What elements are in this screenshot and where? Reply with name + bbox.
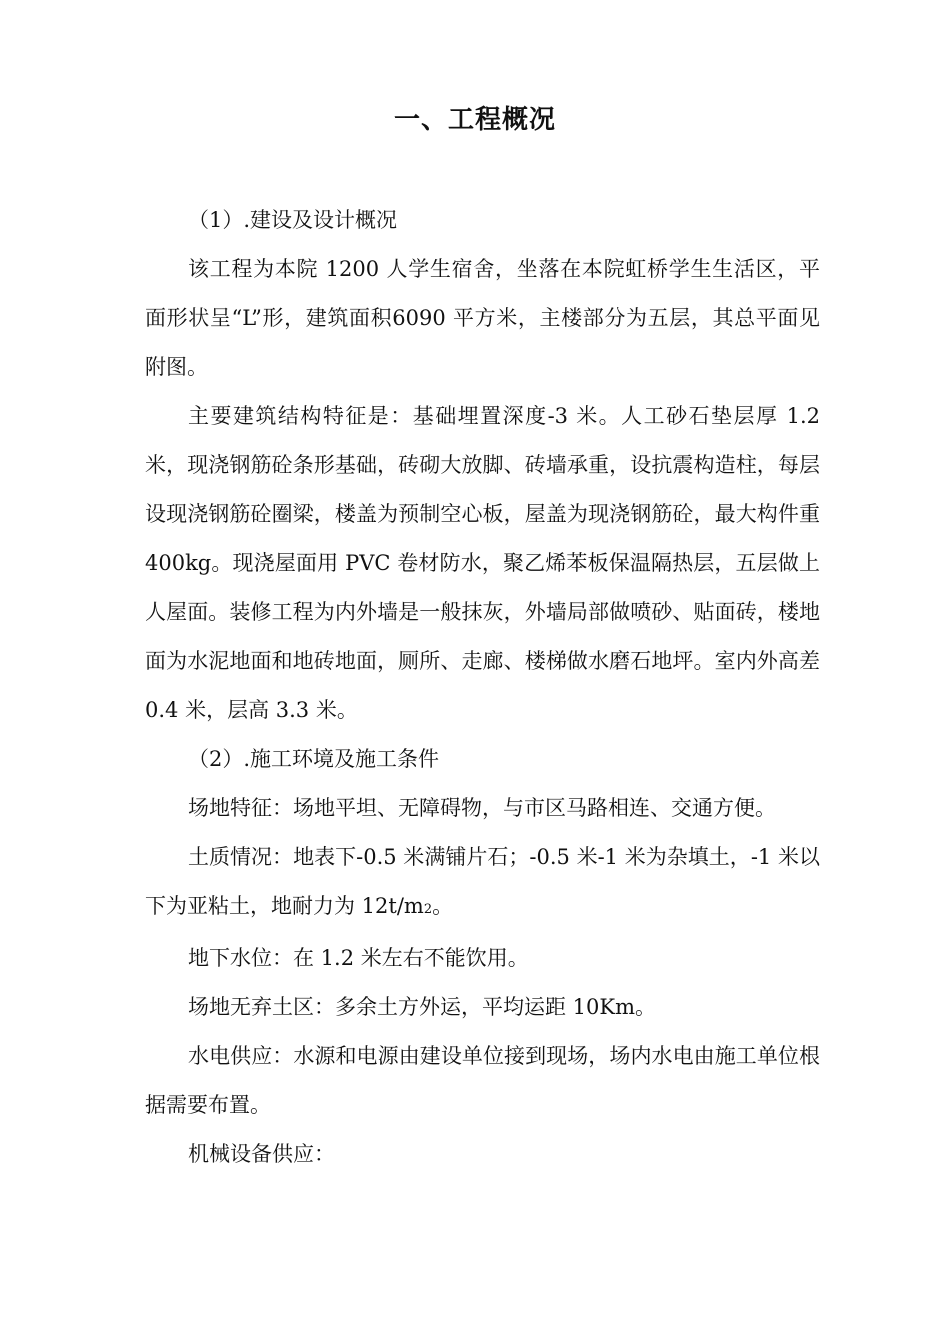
paragraph-spoil: 场地无弃土区：多余土方外运，平均运距 10Km。	[188, 995, 656, 1019]
soil-unit-subscript: 2	[423, 902, 433, 917]
section-heading-2: （2）.施工环境及施工条件	[188, 747, 440, 771]
paragraph-soil-tail: 。	[432, 894, 454, 918]
paragraph-overview: 该工程为本院 1200 人学生宿舍，坐落在本院虹桥学生生活区，平面形状呈“L”形，建筑面积6090 平方米，主楼部分为五层，其总平面见附图。	[145, 257, 820, 379]
paragraph-soil	[145, 833, 820, 934]
page-title: 一、工程概况	[393, 105, 556, 135]
paragraph-soil-text: 土质情况：地表下-0.5 米满铺片石；-0.5 米-1 米为杂填土，-1 米以下为亚粘土，地耐力为 12t/m	[145, 845, 820, 918]
paragraph-groundwater: 地下水位：在 1.2 米左右不能饮用。	[188, 946, 529, 970]
paragraph-equipment: 机械设备供应：	[188, 1142, 335, 1166]
paragraph-structure: 主要建筑结构特征是：基础埋置深度-3 米。人工砂石垫层厚 1.2 米，现浇钢筋砼条形基础，砖砌大放脚、砖墙承重，设抗震构造柱，每层设现浇钢筋砼圈梁，楼盖为预制空心板，屋盖为现浇钢筋砼，最大构件重 400kg。现浇屋面用 PVC 卷材防水，聚乙烯苯板保温隔热层，五层做上人屋面。装修工程为内外墙是一般抹灰，外墙局部做喷砂、贴面砖，楼地面为水泥地面和地砖地面，厕所、走廊、楼梯做水磨石地坪。室内外高差 0.4 米，层高 3.3 米。	[145, 404, 820, 722]
section-heading-1: （1）.建设及设计概况	[188, 208, 398, 232]
paragraph-utilities: 水电供应：水源和电源由建设单位接到现场，场内水电由施工单位根据需要布置。	[145, 1044, 820, 1117]
document-body	[145, 196, 820, 1179]
paragraph-site: 场地特征：场地平坦、无障碍物，与市区马路相连、交通方便。	[188, 796, 776, 820]
